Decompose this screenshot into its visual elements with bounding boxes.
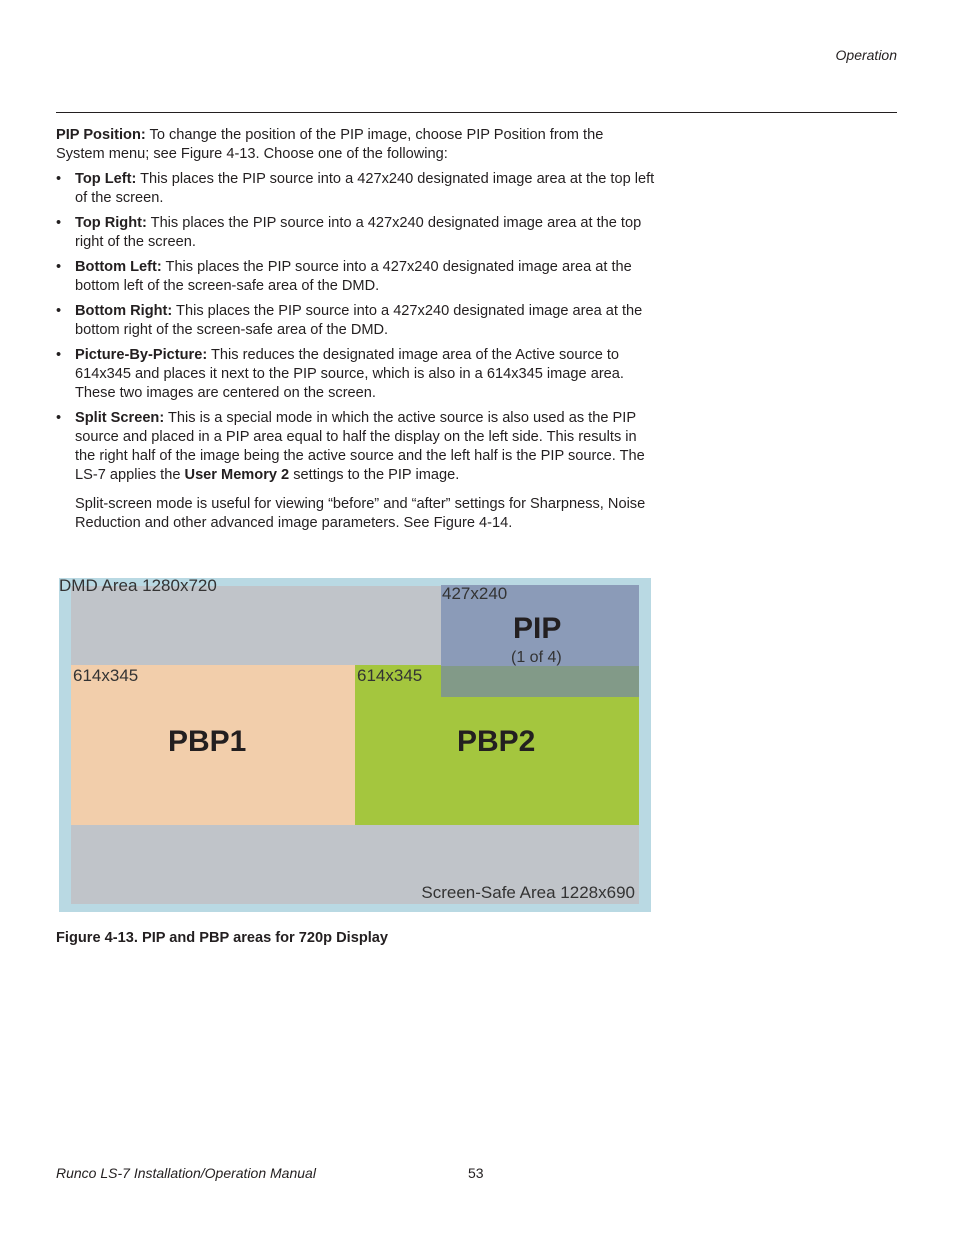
footer-manual-title: Runco LS-7 Installation/Operation Manual <box>56 1165 316 1181</box>
list-item <box>56 409 656 485</box>
pip-overlap-area <box>441 666 639 697</box>
pbp1-size-label: 614x345 <box>73 666 139 685</box>
list-item <box>56 214 656 252</box>
screen-safe-area-label: Screen-Safe Area 1228x690 <box>421 883 635 902</box>
intro-label: PIP Position: <box>56 127 146 143</box>
pbp1-title: PBP1 <box>168 725 247 758</box>
pip-subtitle: (1 of 4) <box>511 649 562 666</box>
pip-title: PIP <box>513 612 562 645</box>
pbp2-size-label: 614x345 <box>357 666 423 685</box>
option-text-end: settings to the PIP image. <box>289 467 460 483</box>
pbp2-title: PBP2 <box>457 725 536 758</box>
body-text <box>56 126 656 533</box>
figure-caption: Figure 4-13. PIP and PBP areas for 720p Display <box>56 930 389 946</box>
header-rule <box>56 112 897 113</box>
position-options-list <box>56 170 656 485</box>
option-text: This places the PIP source into a 427x240 designated image area at the top right of the screen. <box>75 215 642 250</box>
pip-pbp-figure <box>59 578 651 912</box>
option-text: This reduces the designated image area of the Active source to 614x345 and places it next to the PIP source, which is also in a 614x345 image area. These two images are centered on the screen. <box>75 347 624 401</box>
option-label: Top Right: <box>75 215 147 231</box>
running-header: Operation <box>835 47 897 63</box>
page-number: 53 <box>468 1165 484 1181</box>
split-screen-note: Split-screen mode is useful for viewing “before” and “after” settings for Sharpness, Noise Reduction and other advanced image parameters. See Figure 4-14. <box>75 496 646 531</box>
list-item <box>56 346 656 403</box>
option-text: This places the PIP source into a 427x240 designated image area at the bottom left of the screen-safe area of the DMD. <box>75 259 632 294</box>
option-text: This places the PIP source into a 427x240 designated image area at the top left of the screen. <box>75 171 655 206</box>
intro-text: To change the position of the PIP image, choose PIP Position from the System menu; see Figure 4-13. Choose one of the following: <box>56 127 604 162</box>
intro-paragraph <box>56 126 656 164</box>
pip-size-label: 427x240 <box>442 584 508 603</box>
option-text: This is a special mode in which the active source is also used as the PIP source and placed in a PIP area equal to half the display on the left side. This results in the right half of the image being the active source and the left half is the PIP source. The LS-7 applies the <box>75 410 645 483</box>
option-label: Split Screen: <box>75 410 165 426</box>
option-text: This places the PIP source into a 427x240 designated image area at the bottom right of the screen-safe area of the DMD. <box>75 303 643 338</box>
list-item <box>56 170 656 208</box>
user-memory-label: User Memory 2 <box>184 467 290 483</box>
option-label: Top Left: <box>75 171 137 187</box>
list-item <box>56 258 656 296</box>
dmd-area-label: DMD Area 1280x720 <box>59 576 217 595</box>
option-label: Bottom Right: <box>75 303 173 319</box>
option-label: Bottom Left: <box>75 259 162 275</box>
list-item <box>56 302 656 340</box>
option-label: Picture-By-Picture: <box>75 347 208 363</box>
